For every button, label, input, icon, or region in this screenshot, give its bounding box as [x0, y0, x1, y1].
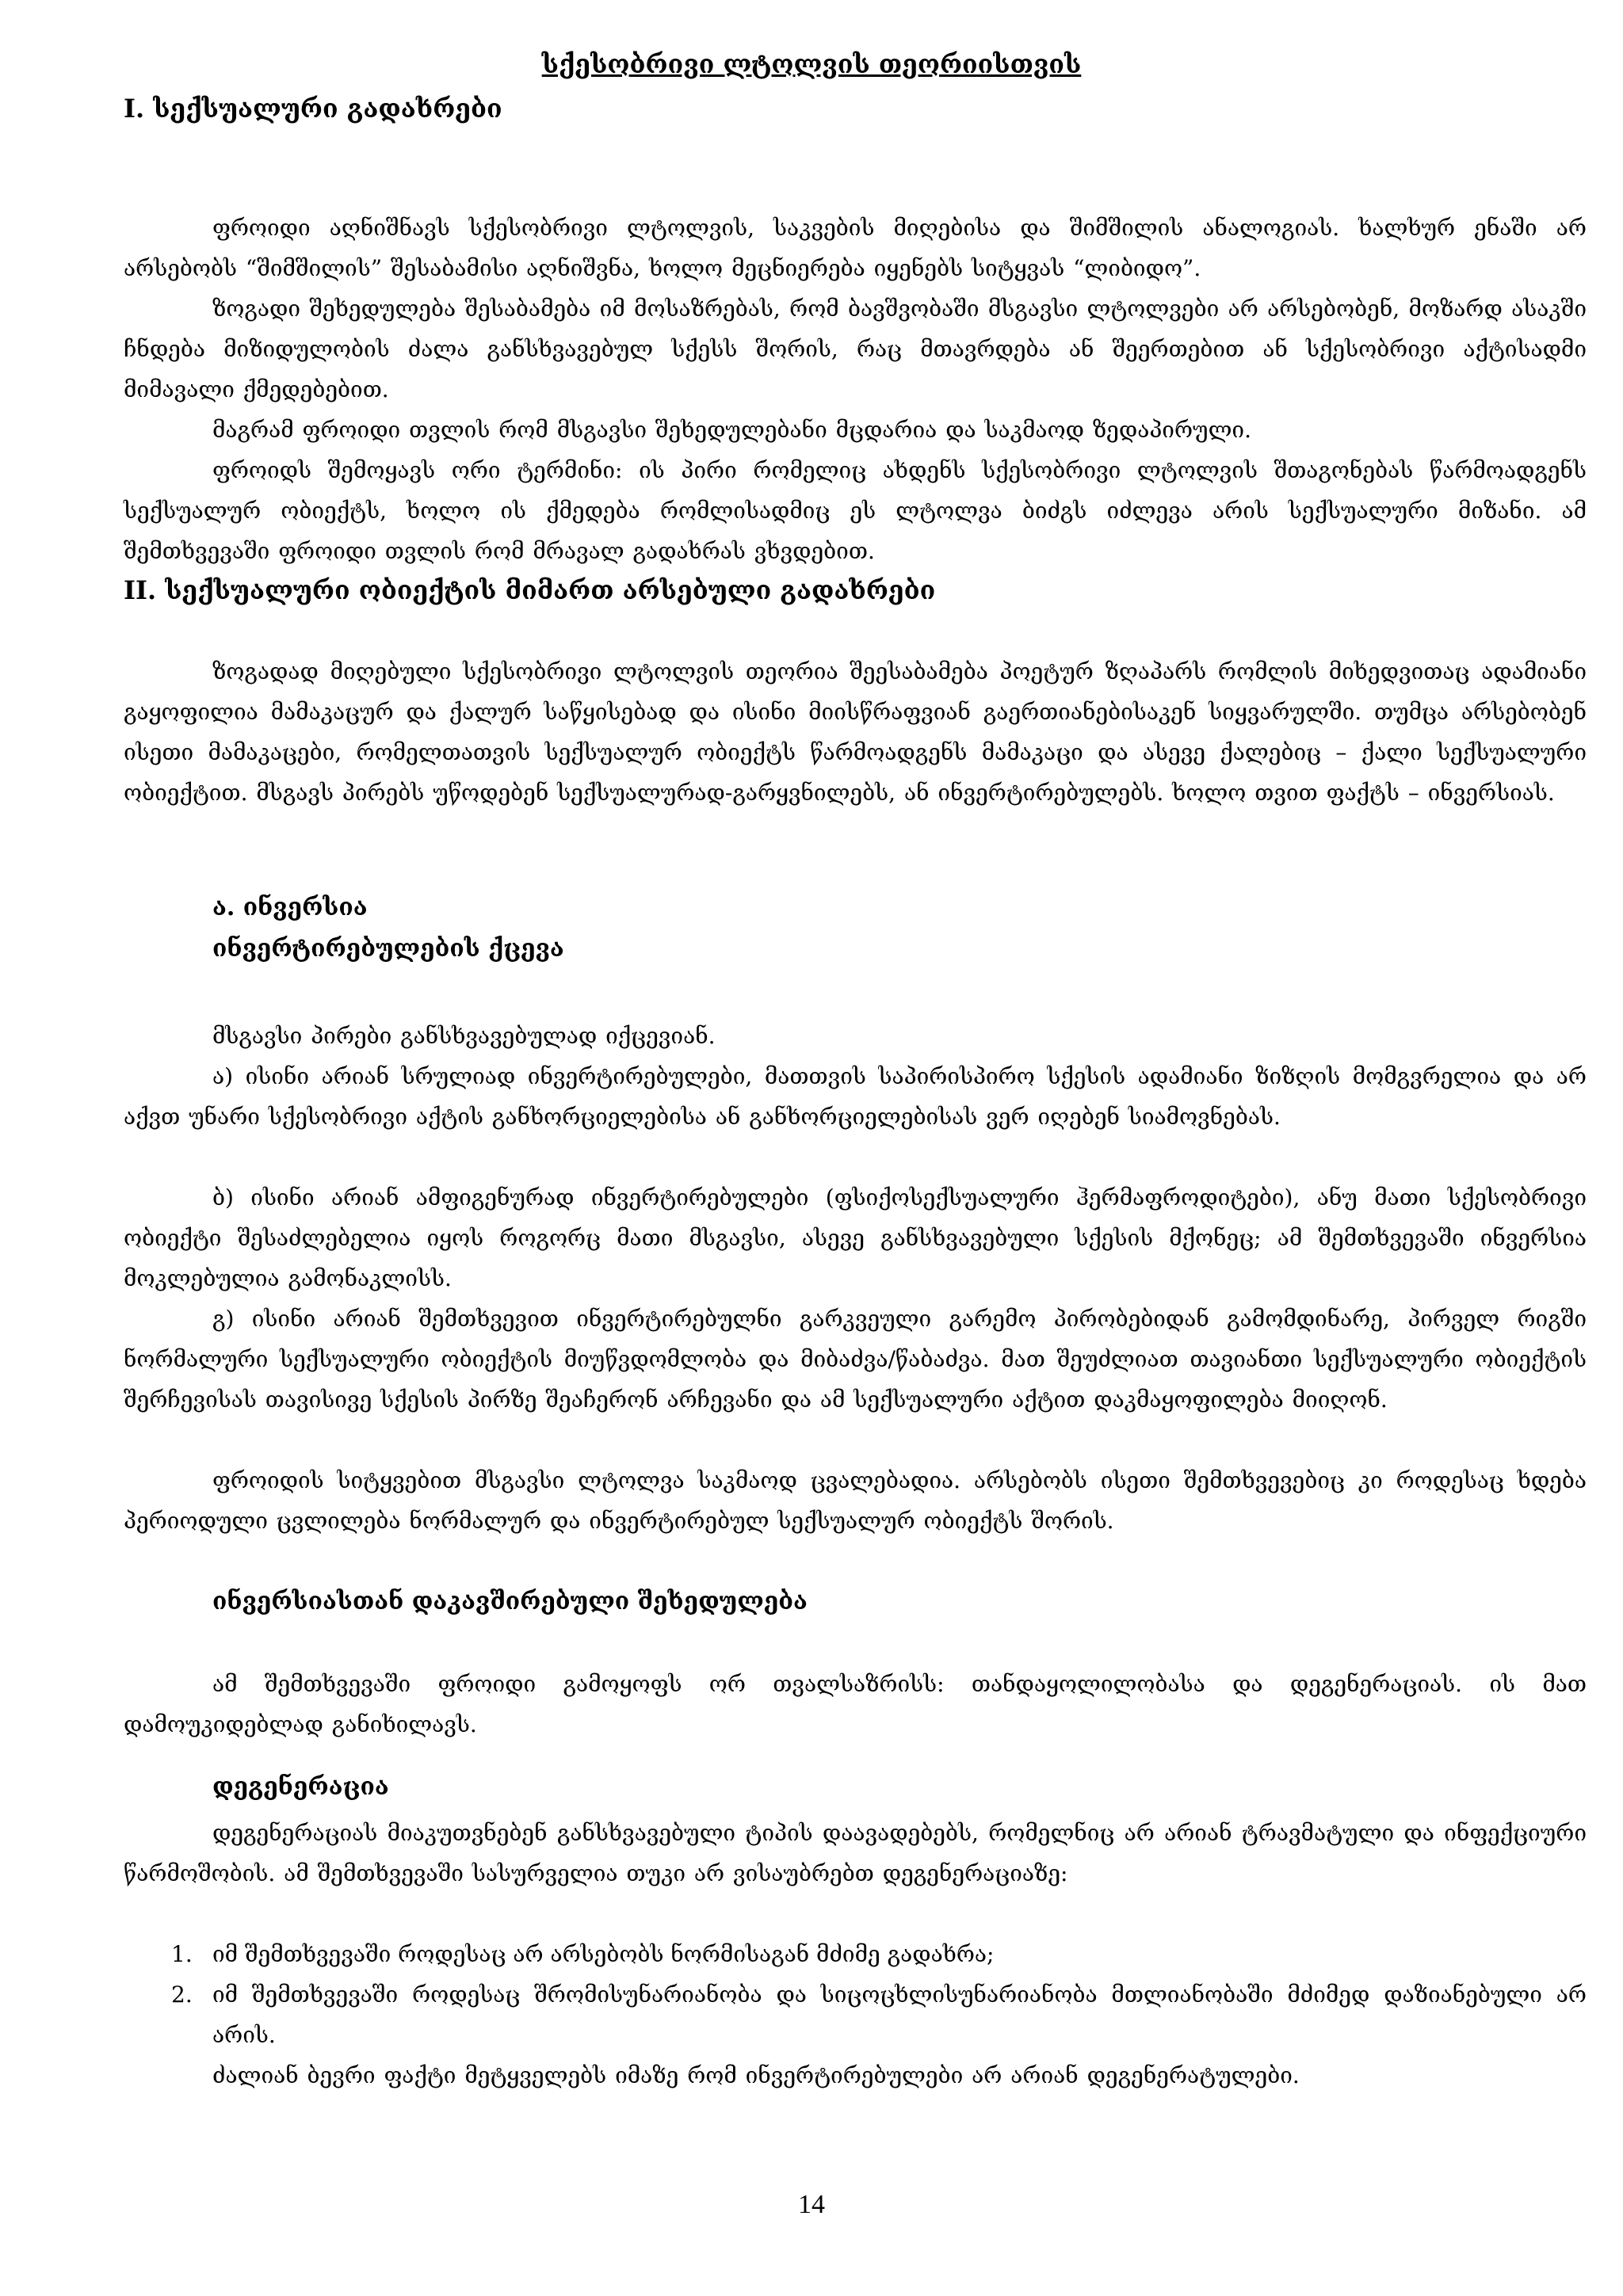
document-title: სქესობრივი ლტოლვის თეორიისთვის	[541, 49, 1082, 79]
subsection-b-heading: ინვერსიასთან დაკავშირებული შეხედულება	[212, 1588, 808, 1615]
section-1-paragraph-1: ფროიდი აღნიშნავს სქესობრივი ლტოლვის, საკვების მიღებისა და შიმშილის ანალოგიას. ხალხურ ენაში არ არსებობს “შიმშილის” შესაბამისი აღნიშვნა, ხოლო მეცნიერება იყენებს სიტყვას “ლიბიდო”.	[124, 215, 1587, 281]
subsection-a-item-c: გ) ისინი არიან შემთხვევით ინვერტირებულნი გარკვეული გარემო პირობებიდან გამომდინარე, პირველ რიგში ნორმალური სექსუალური ობიექტის მიუწვდომლობა და მიბაძვა/წაბაძვა. მათ შეუძლიათ თავიანთი სექსუალური ობიექტის შერჩევისას თავისივე სქესის პირზე შეაჩერონ არჩევანი და ამ სექსუალური აქტით დაკმაყოფილება მიიღონ.	[124, 1306, 1587, 1413]
section-1-heading: I. სექსუალური გადახრები	[124, 93, 502, 124]
list-item	[171, 1974, 1587, 2055]
subsection-a-subheading: ინვერტირებულების ქცევა	[212, 935, 564, 963]
subsection-a-item-a: ა) ისინი არიან სრულიად ინვერტირებულები, მათთვის საპირისპირო სქესის ადამიანი ზიზღის მომგვრელია და არ აქვთ უნარი სქესობრივი აქტის განხორციელებისა ან განხორციელებისას ვერ იღებენ სიამოვნებას.	[124, 1063, 1587, 1130]
section-1-paragraph-4: ფროიდს შემოყავს ორი ტერმინი: ის პირი რომელიც ახდენს სქესობრივი ლტოლვის შთაგონებას წარმოადგენს სექსუალურ ობიექტს, ხოლო ის ქმედება რომლისადმიც ეს ლტოლვა ბიძგს იძლევა არის სექსუალური მიზანი. ამ შემთხვევაში ფროიდი თვლის რომ მრავალ გადახრას ვხვდებით.	[124, 457, 1587, 564]
section-1-paragraph-2: ზოგადი შეხედულება შესაბამება იმ მოსაზრებას, რომ ბავშვობაში მსგავსი ლტოლვები არ არსებობენ, მოზარდ ასაკში ჩნდება მიზიდულობის ძალა განსხვავებულ სქესს შორის, რაც მთავრდება ან შეერთებით ან სქესობრივი აქტისადმი მიმავალი ქმედებებით.	[124, 296, 1587, 402]
subsection-a-intro: მსგავსი პირები განსხვავებულად იქცევიან.	[212, 1023, 716, 1049]
subsection-a-heading: ა. ინვერსია	[212, 894, 368, 921]
subsection-c-paragraph-2: ძალიან ბევრი ფაქტი მეტყველებს იმაზე რომ ინვერტირებულები არ არიან დეგენერატულები.	[212, 2062, 1300, 2088]
list-item	[171, 1934, 1587, 1974]
page-number: 14	[798, 2190, 825, 2219]
subsection-b-paragraph-1: ამ შემთხვევაში ფროიდი გამოყოფს ორ თვალსაზრისს: თანდაყოლილობასა და დეგენერაციას. ის მათ დამოუკიდებლად განიხილავს.	[124, 1671, 1587, 1737]
subsection-a-item-b: ბ) ისინი არიან ამფიგენურად ინვერტირებულები (ფსიქოსექსუალური ჰერმაფროდიტები), ანუ მათი სქესობრივი ობიექტი შესაძლებელია იყოს როგორც მათი მსგავსი, ასევე განსხვავებული სქესის მქონეც; ამ შემთხვევაში ინვერსია მოკლებულია გამონაკლისს.	[124, 1184, 1587, 1291]
list-item-text: იმ შემთხვევაში როდესაც არ არსებობს ნორმისაგან მძიმე გადახრა;	[212, 1941, 995, 1967]
subsection-a-paragraph-d: ფროიდის სიტყვებით მსგავსი ლტოლვა საკმაოდ ცვალებადია. არსებობს ისეთი შემთხვევებიც კი როდესაც ხდება პერიოდული ცვლილება ნორმალურ და ინვერტირებულ სექსუალურ ობიექტს შორის.	[124, 1467, 1587, 1534]
subsection-c-paragraph-1: დეგენერაციას მიაკუთვნებენ განსხვავებული ტიპის დაავადებებს, რომელნიც არ არიან ტრავმატული და ინფექციური წარმოშობის. ამ შემთხვევაში სასურველია თუკი არ ვისაუბრებთ დეგენერაციაზე:	[124, 1820, 1587, 1886]
section-2-heading: II. სექსუალური ობიექტის მიმართ არსებული გადახრები	[124, 575, 936, 605]
list-item-number: 2.	[171, 1981, 193, 2008]
subsection-c-heading: დეგენერაცია	[212, 1773, 389, 1801]
section-1-paragraph-3: მაგრამ ფროიდი თვლის რომ მსგავსი შეხედულებანი მცდარია და საკმაოდ ზედაპირული.	[212, 417, 1252, 443]
section-2-paragraph-1: ზოგადად მიღებული სქესობრივი ლტოლვის თეორია შეესაბამება პოეტურ ზღაპარს რომლის მიხედვითაც ადამიანი გაყოფილია მამაკაცურ და ქალურ საწყისებად და ისინი მიისწრაფვიან გაერთიანებისაკენ სიყვარულში. თუმცა არსებობენ ისეთი მამაკაცები, რომელთათვის სექსუალურ ობიექტს წარმოადგენს მამაკაცი და ასევე ქალებიც – ქალი სექსუალური ობიექტით. მსგავს პირებს უწოდებენ სექსუალურად-გარყვნილებს, ან ინვერტირებულებს. ხოლო თვით ფაქტს – ინვერსიას.	[124, 658, 1587, 806]
list-item-number: 1.	[171, 1941, 193, 1967]
list-item-text: იმ შემთხვევაში როდესაც შრომისუნარიანობა და სიცოცხლისუნარიანობა მთლიანობაში მძიმედ დაზიანებული არ არის.	[212, 1981, 1587, 2048]
